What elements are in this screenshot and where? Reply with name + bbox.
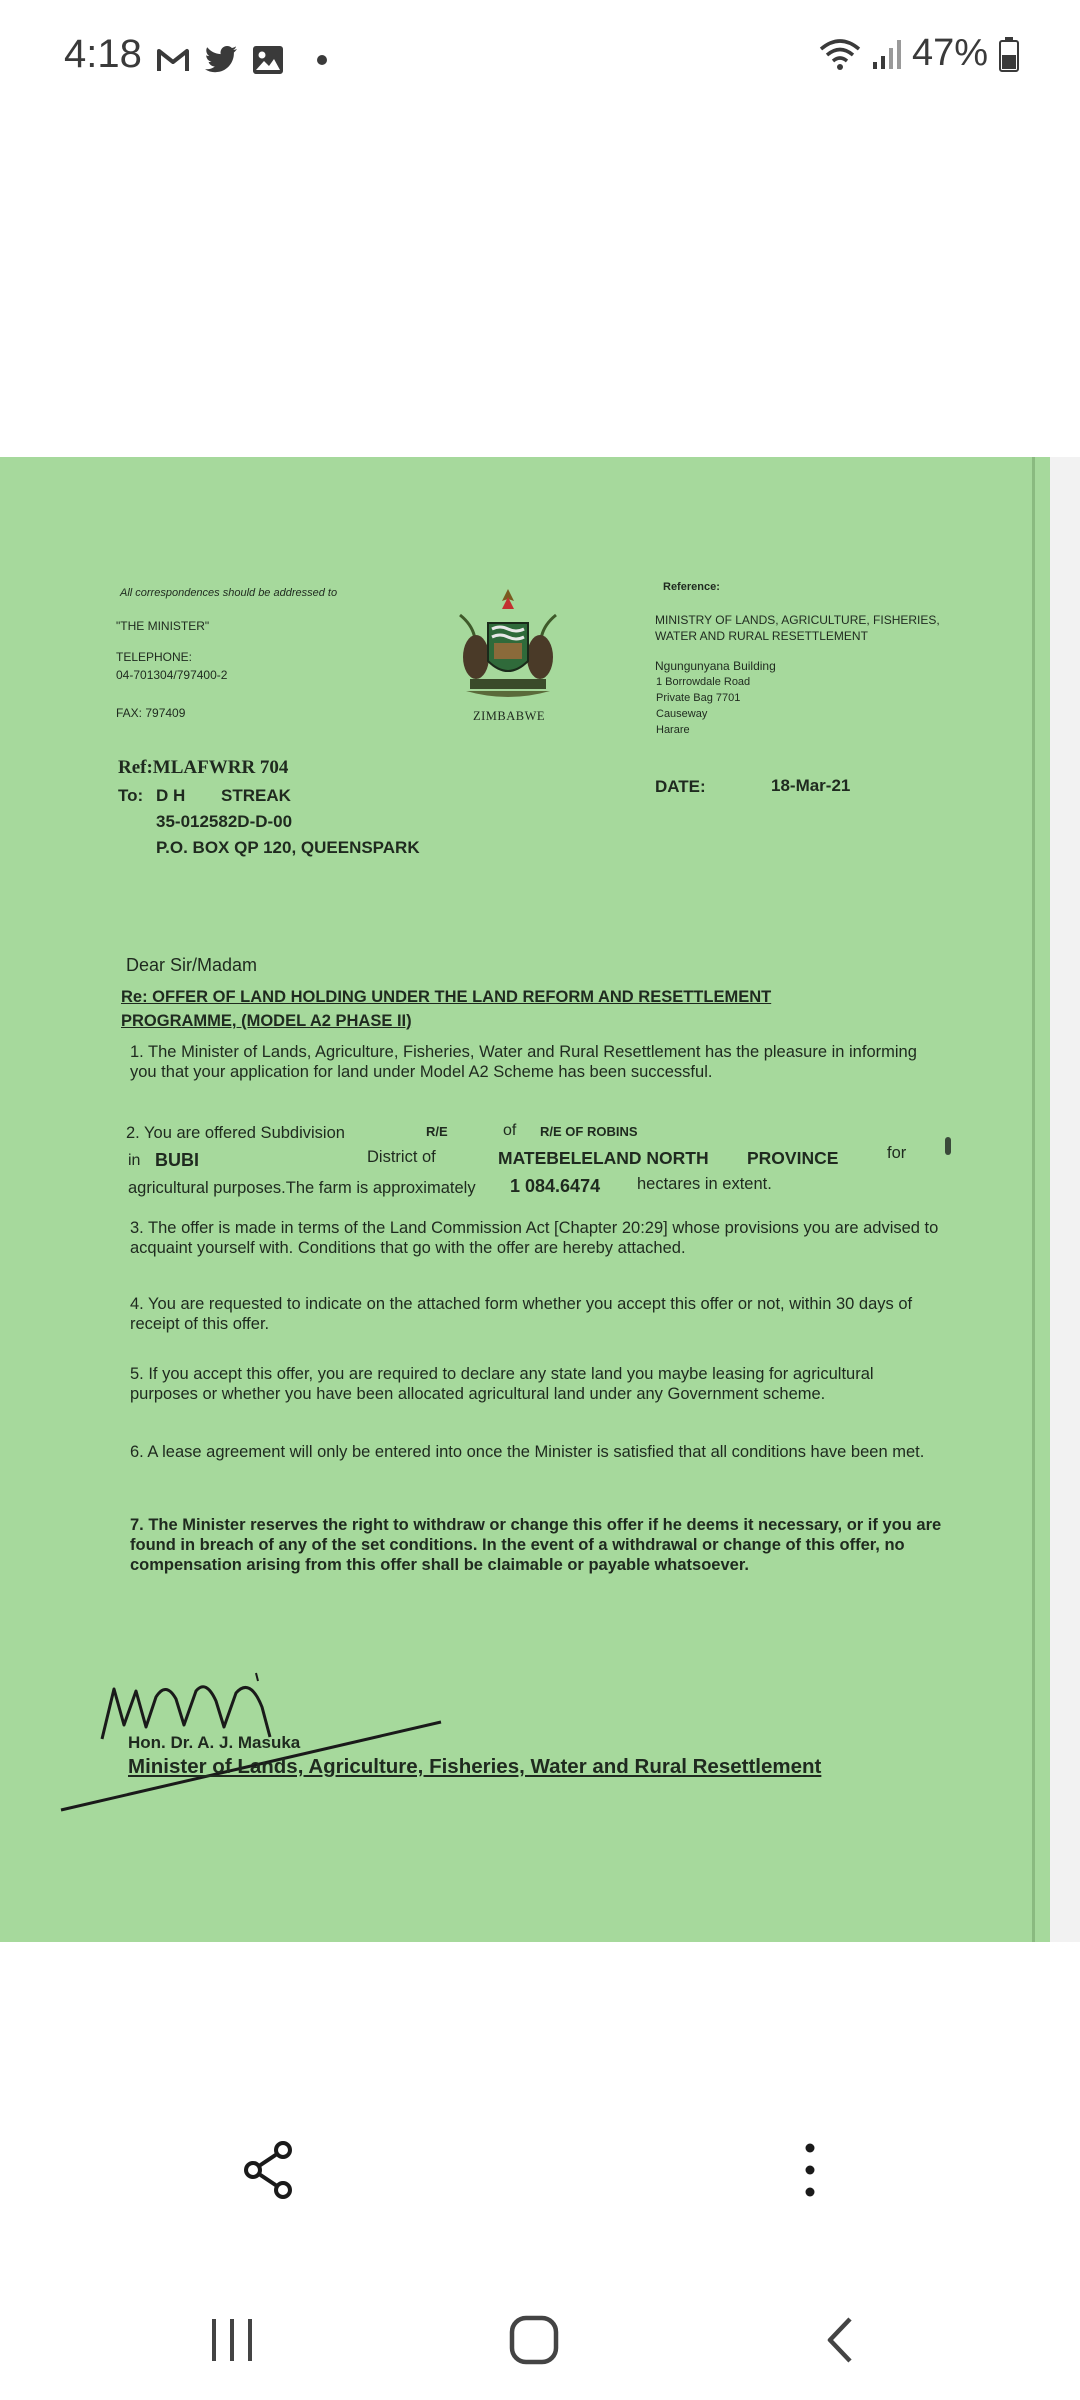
battery-icon: [998, 36, 1020, 72]
share-button[interactable]: [228, 2110, 308, 2230]
salutation: Dear Sir/Madam: [126, 955, 258, 975]
of-label: of: [503, 1122, 517, 1139]
area-name: Causeway: [656, 708, 708, 720]
coat-of-arms-caption: ZIMBABWE: [473, 709, 546, 723]
district-name: BUBI: [155, 1150, 199, 1170]
gallery-icon: [252, 45, 284, 75]
dot-icon: [316, 54, 328, 66]
offered-label: 2. You are offered Subdivision: [126, 1124, 345, 1142]
signal-icon: [872, 38, 902, 70]
correspondence-note: All correspondences should be addressed to: [120, 587, 338, 599]
fax-number: FAX: 797409: [116, 706, 186, 720]
letter-date: 18-Mar-21: [771, 776, 851, 795]
paragraph-1: 1. The Minister of Lands, Agriculture, Fisheries, Water and Rural Resettlement has the pleasure in informing you that your application for land under Model A2 Scheme has been successful.: [130, 1043, 917, 1081]
date-label: DATE:: [655, 777, 706, 796]
building-name: Ngungunyana Building: [655, 659, 776, 673]
road-address: 1 Borrowdale Road: [656, 676, 751, 688]
more-options-icon: [804, 2142, 816, 2198]
district-label: District of: [367, 1148, 436, 1166]
recipient-initials: D H: [156, 786, 186, 805]
in-label: in: [128, 1152, 141, 1169]
telephone-number: 04-701304/797400-2: [116, 668, 228, 682]
coat-of-arms-emblem: [440, 587, 576, 717]
addressee: "THE MINISTER": [116, 619, 210, 633]
twitter-icon: [204, 45, 238, 75]
back-icon: [824, 2315, 856, 2365]
telephone-label: TELEPHONE:: [116, 650, 193, 664]
for-label: for: [887, 1144, 907, 1162]
home-icon: [508, 2314, 560, 2366]
document-image[interactable]: [0, 457, 1050, 1942]
recipient-address: P.O. BOX QP 120, QUEENSPARK: [156, 838, 420, 857]
status-time: 4:18: [64, 32, 142, 76]
status-bar: [0, 0, 1080, 120]
private-bag: Private Bag 7701: [656, 692, 741, 704]
paragraph-3: 3. The offer is made in terms of the Land Commission Act [Chapter 20:29] whose provisions you are advised to acquaint yourself with. Conditions that go with the offer are hereby attached.: [130, 1219, 939, 1257]
signatory-title: Minister of Lands, Agriculture, Fisheries, Water and Rural Resettlement: [128, 1755, 822, 1778]
paragraph-6: 6. A lease agreement will only be entered into once the Minister is satisfied that all conditions have been met.: [130, 1443, 925, 1461]
province-name: MATEBELELAND NORTH: [498, 1148, 709, 1168]
subject-line-2: PROGRAMME, (MODEL A2 PHASE II): [121, 1012, 412, 1030]
farm-name: R/E OF ROBINS: [540, 1124, 638, 1139]
hectares-value: 1 084.6474: [510, 1176, 601, 1196]
to-label: To:: [118, 786, 144, 805]
scan-mark: [945, 1137, 951, 1155]
battery-percent: 47%: [911, 32, 988, 74]
paragraph-7: 7. The Minister reserves the right to withdraw or change this offer if he deems it necessary, or if you are found in breach of any of the set conditions. In the event of a withdrawal or change of this offer, no compensation arising from this offer shall be claimable or payable whatsoever.: [130, 1516, 942, 1574]
recents-icon: [208, 2317, 256, 2363]
city-name: Harare: [656, 724, 690, 736]
more-options-button[interactable]: [770, 2110, 850, 2230]
home-button[interactable]: [494, 2290, 574, 2390]
reference-label: Reference:: [663, 581, 720, 593]
ministry-line-1: MINISTRY OF LANDS, AGRICULTURE, FISHERIES,: [655, 613, 940, 627]
wifi-icon: [818, 37, 862, 71]
extent-text: hectares in extent.: [637, 1175, 772, 1193]
subject-line-1: Re: OFFER OF LAND HOLDING UNDER THE LAND REFORM AND RESETTLEMENT: [121, 988, 772, 1006]
purpose-text: agricultural purposes.The farm is approximately: [128, 1179, 476, 1197]
ministry-line-2: WATER AND RURAL RESETTLEMENT: [655, 629, 868, 643]
gmail-icon: [156, 46, 190, 74]
subdivision-value: R/E: [426, 1124, 448, 1139]
viewer-action-bar: [0, 2110, 1080, 2230]
notification-icons: [156, 42, 328, 78]
account-number: 35-012582D-D-00: [156, 812, 293, 831]
paragraph-4: 4. You are requested to indicate on the attached form whether you accept this offer or not, within 30 days of receipt of this offer.: [130, 1295, 913, 1333]
document-edge-strip: [1050, 457, 1080, 1942]
scan-edge-line: [1032, 457, 1035, 1942]
recipient-surname: STREAK: [221, 786, 291, 805]
paragraph-5: 5. If you accept this offer, you are required to declare any state land you maybe leasing for agricultural purposes or whether you have been allocated agricultural land under any Government scheme.: [130, 1365, 874, 1403]
system-navigation-bar: [0, 2270, 1080, 2400]
back-button[interactable]: [800, 2290, 880, 2390]
recents-button[interactable]: [192, 2290, 272, 2390]
province-label: PROVINCE: [747, 1148, 839, 1168]
share-icon: [241, 2140, 295, 2200]
reference-number: Ref:MLAFWRR 704: [118, 757, 289, 778]
signatory-name: Hon. Dr. A. J. Masuka: [128, 1733, 301, 1752]
